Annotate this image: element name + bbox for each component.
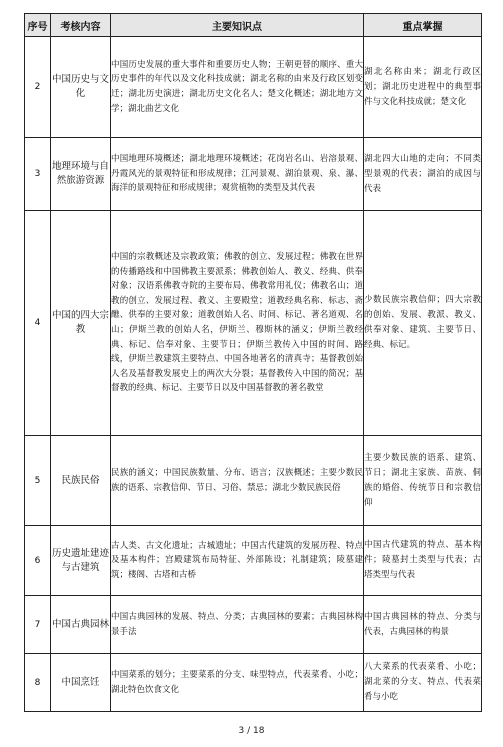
table-row <box>25 526 482 596</box>
row-number: 3 <box>25 138 51 211</box>
row-topic: 民族民俗 <box>51 436 111 526</box>
row-knowledge-points: 中国的宗教概述及宗教政策；佛教的创立、发展过程；佛教在世界的传播路线和中国佛教主要派系；佛教创始人、教义、经典、供奉对象；汉语系佛教寺院的主要布局、佛教常用礼仪；佛教名山；道教的创立、发展过程、教义、主要殿堂；道教经典名称、标志、斋醮、供奉的主要对象；道教创始人名、时间、标记、著名道观、名山；伊斯兰教的创始人名，伊斯兰、穆斯林的涵义；伊斯兰教经典、标记、信奉对象、主要节日；伊斯兰教传入中国的时间、路线，伊斯兰教建筑主要特点、中国各地著名的清真寺；基督教创始人名及基督教发展史上的两次大分裂；基督教传入中国的简况；基督教的经典、标记、主要节日以及中国基督教的著名教堂 <box>111 211 364 436</box>
row-key-points: 少数民族宗教信仰；四大宗教的创始、发展、教派、教义、供奉对象、建筑、主要节日、经典、标记。 <box>364 211 482 436</box>
table-row <box>25 654 482 712</box>
row-knowledge-points: 中国历史发展的重大事件和重要历史人物；王朝更替的顺序、重大历史事件的年代以及文化科技成就；湖北名称的由来及行政区划变迁；湖北历史演进；湖北历史文化名人；楚文化概述；湖北地方文学；湖北曲艺文化 <box>111 37 364 138</box>
table-row <box>25 211 482 436</box>
row-number: 2 <box>25 37 51 138</box>
row-key-points: 八大菜系的代表菜肴、小吃；湖北菜的分支、特点、代表菜肴与小吃 <box>364 654 482 712</box>
header-number: 序号 <box>25 14 51 37</box>
row-topic: 中国烹饪 <box>51 654 111 712</box>
row-topic: 中国的四大宗教 <box>51 211 111 436</box>
table-row <box>25 596 482 654</box>
row-key-points: 中国古典园林的特点、分类与代表，古典园林的构景 <box>364 596 482 654</box>
row-number: 5 <box>25 436 51 526</box>
row-number: 6 <box>25 526 51 596</box>
row-key-points: 湖北四大山地的走向；不同类型景观的代表；湖泊的成因与代表 <box>364 138 482 211</box>
table-row <box>25 37 482 138</box>
syllabus-table <box>24 13 482 712</box>
row-topic: 地理环境与自然旅游资源 <box>51 138 111 211</box>
header-content: 主要知识点 <box>111 14 364 37</box>
table-row <box>25 138 482 211</box>
row-number: 4 <box>25 211 51 436</box>
row-topic: 历史遗址建迹与古建筑 <box>51 526 111 596</box>
header-focus: 重点掌握 <box>364 14 482 37</box>
row-knowledge-points: 中国古典园林的发展、特点、分类；古典园林的要素；古典园林构景手法 <box>111 596 364 654</box>
row-knowledge-points: 古人类、古文化遗址；古城遗址；中国古代建筑的发展历程、特点及基本构件；宫殿建筑布局特征、外部陈设；礼制建筑；陵墓建筑；楼阁、古塔和古桥 <box>111 526 364 596</box>
page-number: 3 / 18 <box>238 726 265 736</box>
row-topic: 中国历史与文化 <box>51 37 111 138</box>
row-topic: 中国古典园林 <box>51 596 111 654</box>
table-row <box>25 436 482 526</box>
row-knowledge-points: 中国地理环境概述；湖北地理环境概述；花岗岩名山、岩溶景观、丹霞风光的景观特征和形成规律；江河景观、湖泊景观、泉、瀑、海洋的景观特征和形成规律；观赏植物的类型及其代表 <box>111 138 364 211</box>
header-row <box>25 14 482 37</box>
row-number: 8 <box>25 654 51 712</box>
row-knowledge-points: 中国菜系的划分；主要菜系的分支、味型特点，代表菜肴、小吃；湖北特色饮食文化 <box>111 654 364 712</box>
row-knowledge-points: 民族的涵义；中国民族数量、分布、语言；汉族概述；主要少数民族的语系、宗教信仰、节日、习俗、禁忌；湖北少数民族民俗 <box>111 436 364 526</box>
row-number: 7 <box>25 596 51 654</box>
row-key-points: 主要少数民族的语系、建筑、节日；湖北主家族、苗族、侗族的婚俗、传统节日和宗教信仰 <box>364 436 482 526</box>
row-key-points: 湖北名称由来；湖北行政区划；湖北历史进程中的典型事件与文化科技成就；楚文化 <box>364 37 482 138</box>
row-key-points: 中国古代建筑的特点、基本构件；陵墓封土类型与代表；古塔类型与代表 <box>364 526 482 596</box>
header-topic: 考核内容 <box>51 14 111 37</box>
